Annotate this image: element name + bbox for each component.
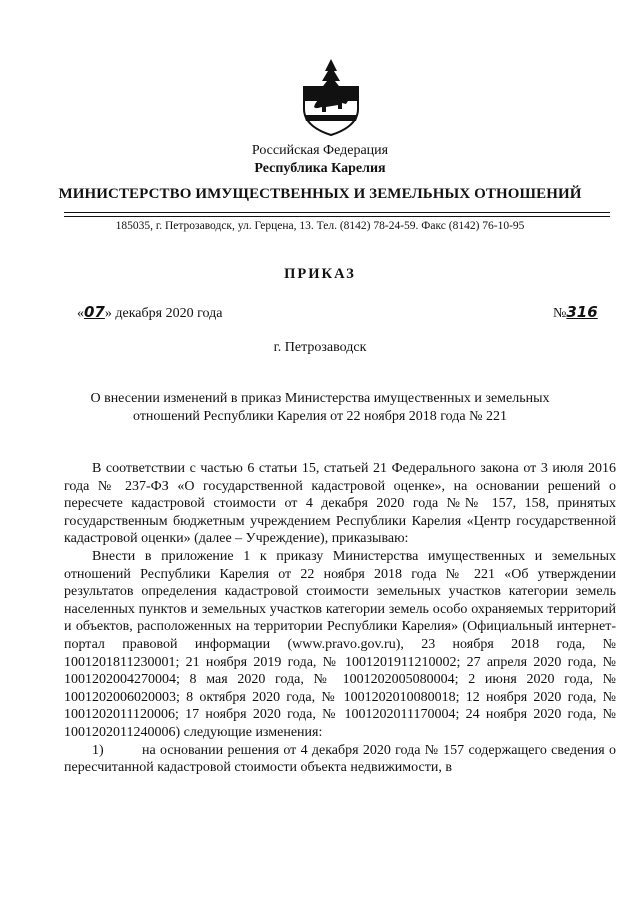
ministry-address: 185035, г. Петрозаводск, ул. Герцена, 13. Тел. (8142) 78-24-59. Факс (8142) 76-10-95 bbox=[115, 220, 525, 232]
subject-line-2: отношений Республики Карелия от 22 ноября 2018 года № 221 bbox=[133, 409, 507, 424]
preamble-paragraph: В соответствии с частью 6 статьи 15, статьей 21 Федерального закона от 3 июля 2016 года № 237-ФЗ «О государственной кадастровой оценке», на основании решений о пересчете кадастровой стоимости от 4 декабря 2020 года №№ 157, 158, принятых государственным бюджетным учреждением Республики Карелия «Центр государственной кадастровой оценки» (далее – Учреждение), приказываю: bbox=[64, 461, 616, 547]
republic-name: Республика Карелия bbox=[254, 161, 386, 176]
handwritten-day: 07 bbox=[84, 303, 105, 321]
number-prefix: № bbox=[553, 306, 567, 321]
subject-line-1: О внесении изменений в приказ Министерства имущественных и земельных bbox=[90, 391, 550, 406]
item-number: 1) bbox=[92, 742, 104, 758]
date-month-year: » декабря 2020 года bbox=[104, 306, 223, 321]
order-subject bbox=[0, 390, 640, 426]
item-text: на основании решения от 4 декабря 2020 года № 157 содержащего сведения о пересчитанной кадастровой стоимости объекта недвижимости, в bbox=[64, 742, 616, 776]
handwritten-number: 316 bbox=[566, 303, 598, 321]
document-type-title: ПРИКАЗ bbox=[284, 266, 356, 282]
ministry-name: МИНИСТЕРСТВО ИМУЩЕСТВЕННЫХ И ЗЕМЕЛЬНЫХ ОТНОШЕНИЙ bbox=[58, 186, 582, 202]
date-open-quote: « bbox=[77, 306, 84, 321]
header-rule-thick bbox=[64, 212, 610, 213]
city-of-issue: г. Петрозаводск bbox=[273, 340, 367, 355]
country-name: Российская Федерация bbox=[251, 143, 389, 158]
karelia-coat-of-arms-icon bbox=[298, 57, 364, 137]
amendment-item-1 bbox=[64, 742, 616, 777]
order-date bbox=[77, 303, 222, 322]
header-rule-thin bbox=[64, 216, 610, 217]
order-number bbox=[553, 303, 598, 322]
amendment-paragraph: Внести в приложение 1 к приказу Министерства имущественных и земельных отношений Республики Карелия от 22 ноября 2018 года № 221 «Об утверждении результатов определения кадастровой стоимости земельных участков категории земель населенных пунктов и земельных участков категории земель особо охраняемых территорий и объектов, расположенных на территории Республики Карелия» (Официальный интернет-портал правовой информации (www.pravo.gov.ru), 23 ноября 2018 года, № 1001201811230001; 21 ноября 2019 года, № 1001201911210002; 27 апреля 2020 года, № 1001202004270004; 8 мая 2020 года, № 1001202005080004; 2 июня 2020 года, № 1001202006020003; 8 октября 2020 года, № 1001202010080018; 12 ноября 2020 года, № 1001202011120006; 17 ноября 2020 года, № 1001202011170004; 24 ноября 2020 года, № 1001202011240006) следующие изменения: bbox=[64, 548, 616, 740]
order-body bbox=[64, 460, 616, 777]
